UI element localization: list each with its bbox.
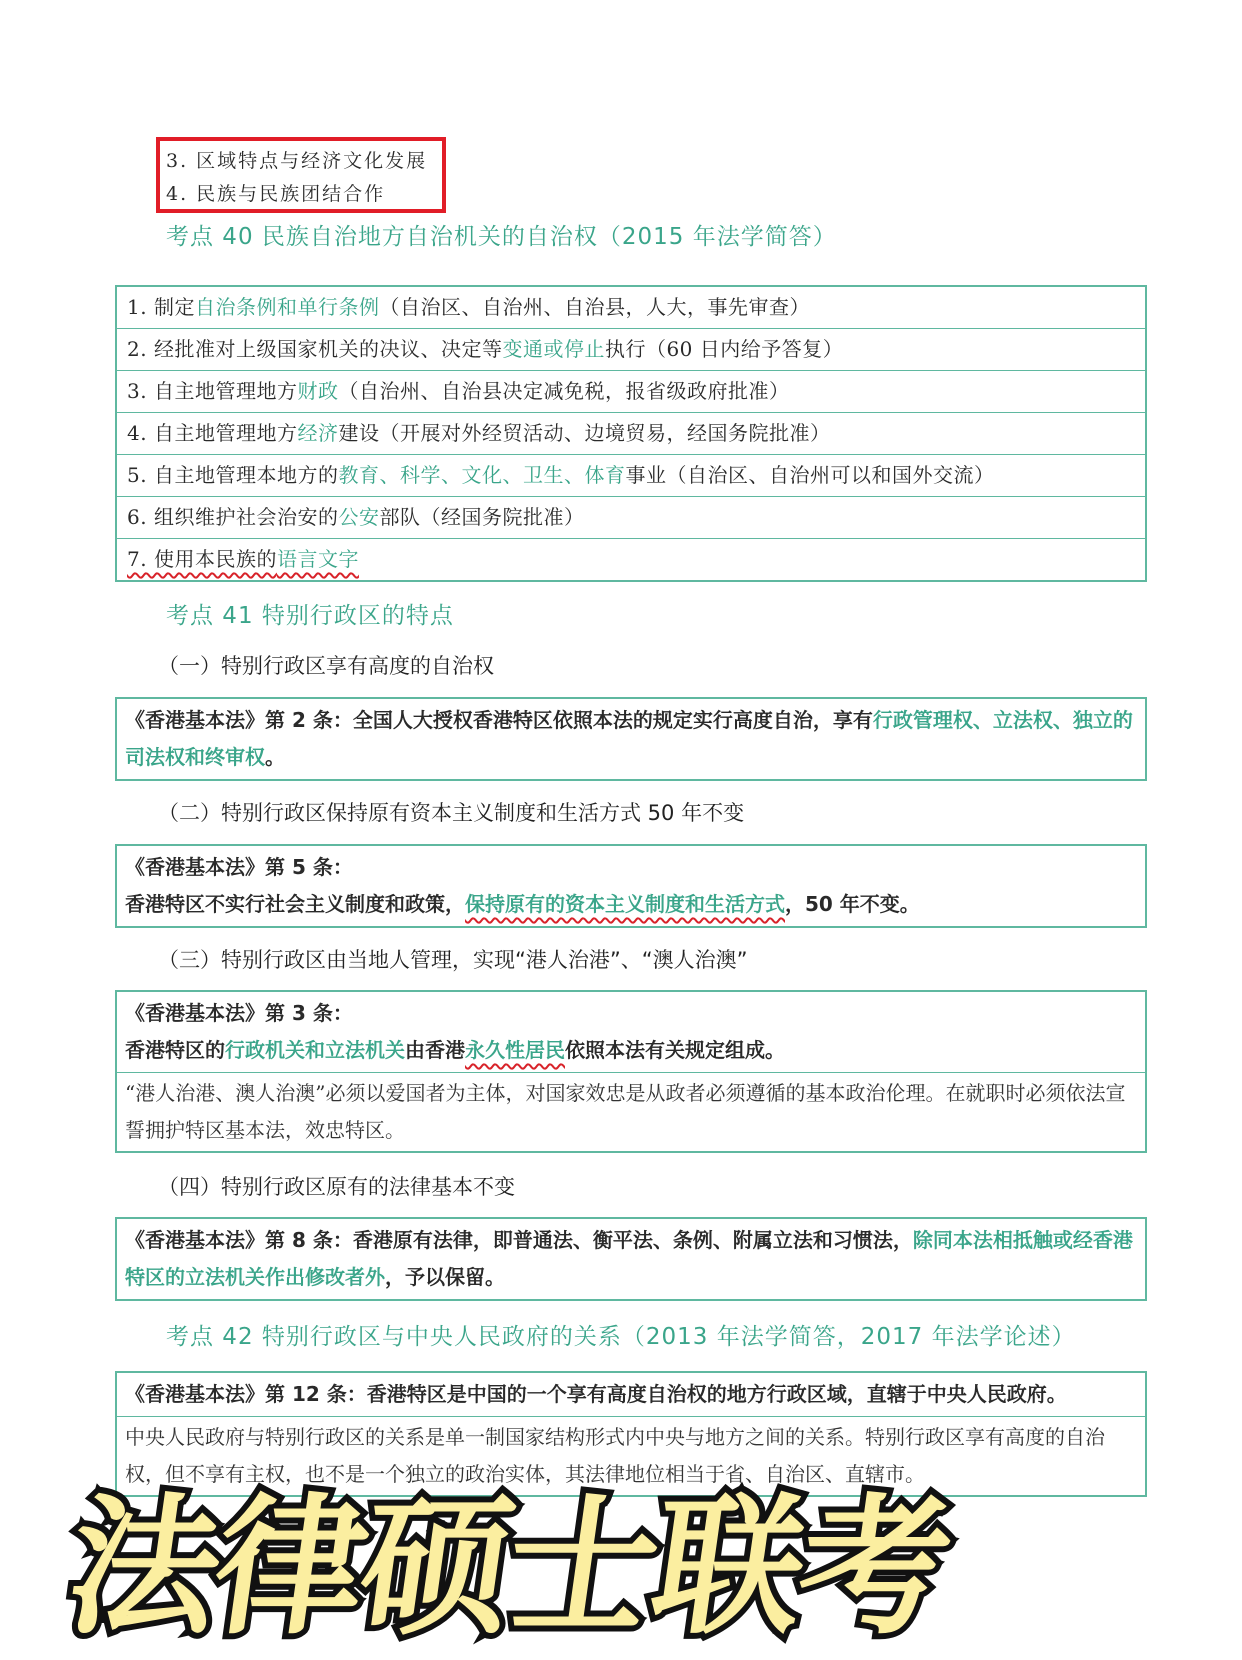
table-row: 3. 自主地管理地方财政（自治州、自治县决定减免税，报省级政府批准） [117,371,1145,413]
section-title-40: 考点 40 民族自治地方自治机关的自治权（2015 年法学简答） [166,224,837,250]
subsection-heading: （三）特别行政区由当地人管理，实现“港人治港”、“澳人治澳” [158,948,748,972]
list-item: 4. 民族与民族团结合作 [166,183,386,205]
table-row: 5. 自主地管理本地方的教育、科学、文化、卫生、体育事业（自治区、自治州可以和国外交流） [117,455,1145,497]
law-quote-box: 《香港基本法》第 8 条：香港原有法律，即普通法、衡平法、条例、附属立法和习惯法，除同本法相抵触或经香港特区的立法机关作出修改者外，予以保留。 [115,1217,1147,1301]
law-quote-box: 《香港基本法》第 2 条：全国人大授权香港特区依照本法的规定实行高度自治，享有行政管理权、立法权、独立的司法权和终审权。 [115,697,1147,781]
subsection-heading: （二）特别行政区保持原有资本主义制度和生活方式 50 年不变 [158,801,745,825]
table-row: 7. 使用本民族的语言文字 [127,547,359,571]
law-quote-box: 《香港基本法》第 3 条： 香港特区的行政机关和立法机关由香港永久性居民依照本法有关规定组成。 “港人治港、澳人治澳”必须以爱国者为主体，对国家效忠是从政者必须遵循的基本政治伦理。在就职时必须依法宣誓拥护特区基本法，效忠特区。 [115,990,1147,1153]
table-row: 4. 自主地管理地方经济建设（开展对外经贸活动、边境贸易，经国务院批准） [117,413,1145,455]
list-item: 3. 区域特点与经济文化发展 [166,150,428,172]
law-quote-box: 《香港基本法》第 5 条： 香港特区不实行社会主义制度和政策，保持原有的资本主义制度和生活方式，50 年不变。 [115,844,1147,928]
subsection-heading: （一）特别行政区享有高度的自治权 [158,654,494,678]
autonomy-table [115,285,1147,582]
overlay-banner-title: 法律硕士联考 [57,1481,959,1655]
table-row: 6. 组织维护社会治安的公安部队（经国务院批准） [117,497,1145,539]
section-title-42: 考点 42 特别行政区与中央人民政府的关系（2013 年法学简答，2017 年法学论述） [166,1324,1076,1350]
section-title-41: 考点 41 特别行政区的特点 [166,603,454,629]
law-quote-box: 《香港基本法》第 12 条：香港特区是中国的一个享有高度自治权的地方行政区域，直辖于中央人民政府。 中央人民政府与特别行政区的关系是单一制国家结构形式内中央与地方之间的关系。特别行政区享有高度的自治权，但不享有主权，也不是一个独立的政治实体，其法律地位相当于省、自治区、直辖市。 [115,1371,1147,1497]
subsection-heading: （四）特别行政区原有的法律基本不变 [158,1175,515,1199]
table-row: 1. 制定自治条例和单行条例（自治区、自治州、自治县，人大，事先审查） [117,287,1145,329]
table-row: 2. 经批准对上级国家机关的决议、决定等变通或停止执行（60 日内给予答复） [117,329,1145,371]
highlighted-list-box [156,137,446,213]
